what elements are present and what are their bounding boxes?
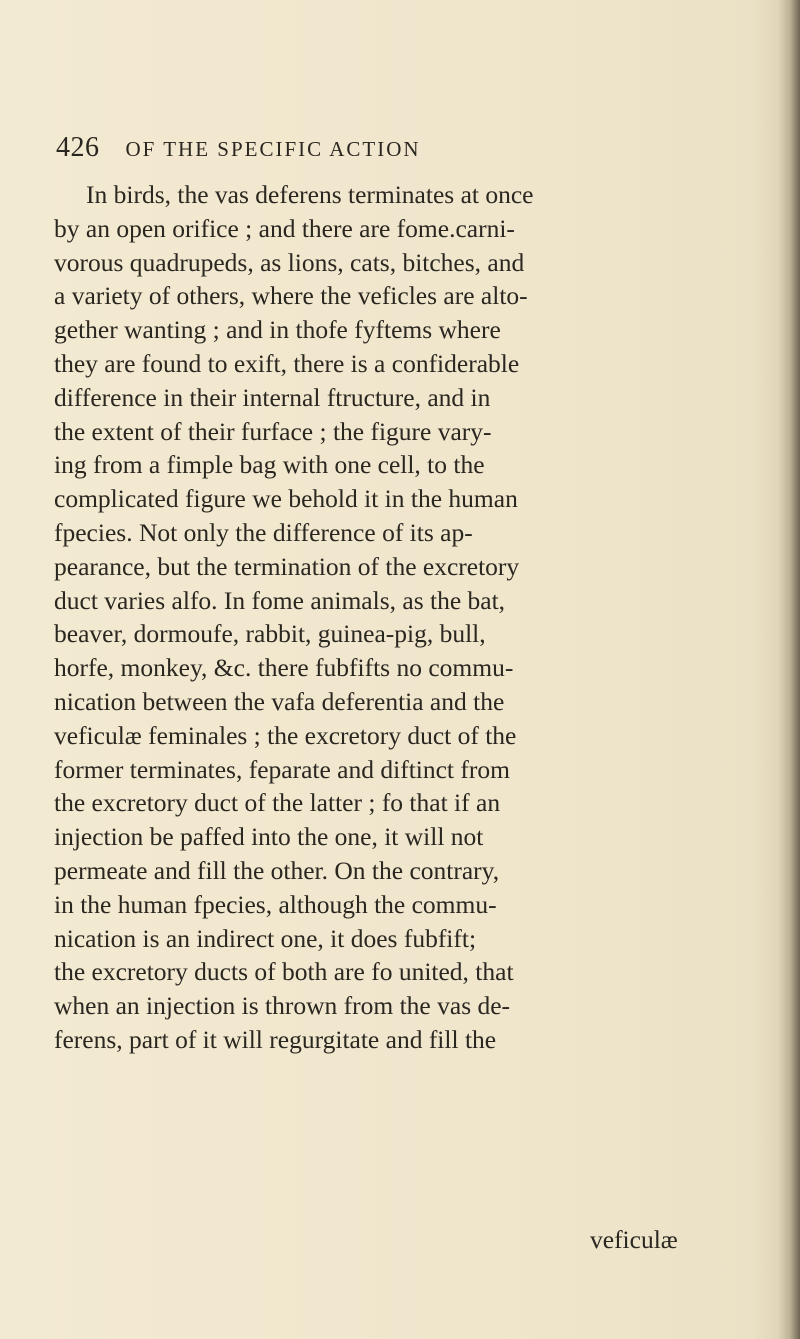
body-text bbox=[54, 178, 744, 1057]
page-edge-shadow bbox=[778, 0, 800, 1339]
text-line: nication between the vafa deferentia and the bbox=[54, 686, 505, 716]
text-line: the excretory duct of the latter ; fo that if an bbox=[54, 788, 501, 818]
text-line: the extent of their furface ; the figure vary- bbox=[54, 416, 492, 446]
text-line: permeate and fill the other. On the contrary, bbox=[54, 855, 500, 885]
text-line: complicated figure we behold it in the human bbox=[54, 484, 518, 514]
text-line: ing from a fimple bag with one cell, to the bbox=[54, 450, 485, 480]
page-number: 426 bbox=[56, 132, 100, 163]
text-line: gether wanting ; and in thofe fyftems where bbox=[54, 315, 501, 345]
text-line: nication is an indirect one, it does fubfift; bbox=[54, 923, 477, 953]
text-line: they are found to exift, there is a confiderable bbox=[54, 348, 520, 378]
text-line: injection be paffed into the one, it will not bbox=[54, 822, 484, 852]
running-title: OF THE SPECIFIC ACTION bbox=[125, 137, 421, 161]
text-line: ferens, part of it will regurgitate and fill the bbox=[54, 1024, 497, 1054]
text-line: In birds, the vas deferens terminates at once bbox=[86, 180, 534, 209]
text-line: a variety of others, where the veficles are alto- bbox=[54, 281, 528, 311]
catchword: veficulæ bbox=[590, 1225, 678, 1254]
text-line: pearance, but the termination of the excretory bbox=[54, 551, 520, 581]
text-line: the excretory ducts of both are fo united, that bbox=[54, 957, 514, 987]
text-line: horfe, monkey, &c. there fubfifts no commu- bbox=[54, 653, 514, 683]
text-line: vorous quadrupeds, as lions, cats, bitches, and bbox=[54, 247, 525, 277]
text-line: when an injection is thrown from the vas de- bbox=[54, 991, 511, 1021]
text-line: beaver, dormoufe, rabbit, guinea-pig, bull, bbox=[54, 619, 486, 649]
text-line: by an open orifice ; and there are fome.carni- bbox=[54, 213, 515, 243]
text-line: difference in their internal ftructure, and in bbox=[54, 382, 491, 412]
text-line: veficulæ feminales ; the excretory duct of the bbox=[54, 720, 517, 750]
text-line: fpecies. Not only the difference of its ap- bbox=[54, 517, 473, 547]
text-line: duct varies alfo. In fome animals, as the bat, bbox=[54, 585, 506, 615]
page-header bbox=[56, 132, 421, 164]
text-line: former terminates, feparate and diftinct from bbox=[54, 754, 510, 784]
text-line: in the human fpecies, although the commu- bbox=[54, 889, 497, 919]
